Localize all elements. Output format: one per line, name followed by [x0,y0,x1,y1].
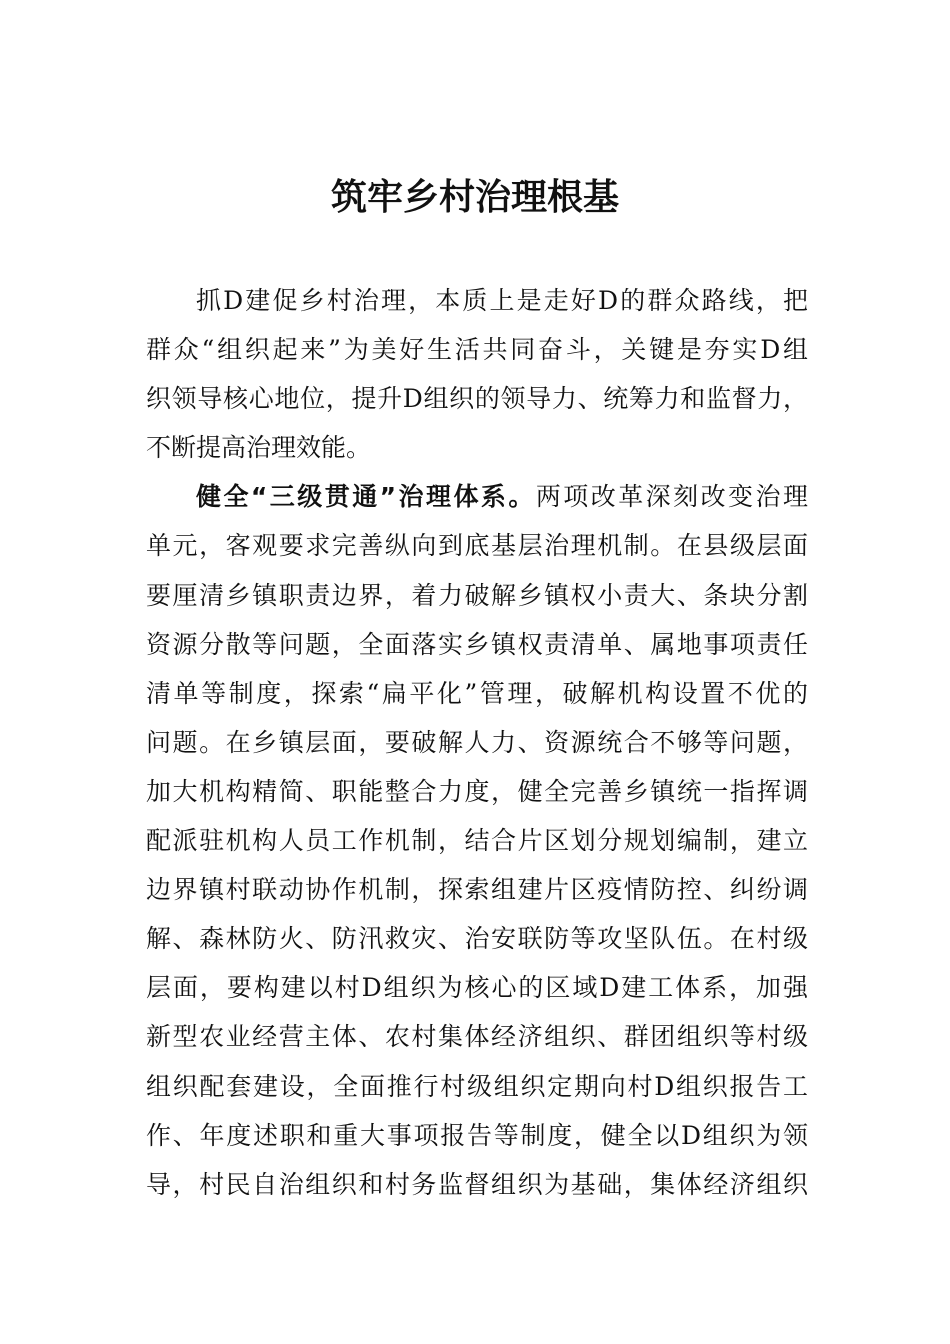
paragraph-2-line: 解、森林防火、防汛救灾、治安联防等攻坚队伍。在村级 [146,924,808,954]
document-title: 筑牢乡村治理根基 [330,176,619,218]
paragraph-1-line: 织领导核心地位，提升D组织的领导力、统筹力和监督力， [146,384,808,414]
paragraph-2-line: 导，村民自治组织和村务监督组织为基础，集体经济组织 [146,1169,808,1199]
section-heading: 健全“三级贯通”治理体系。 [196,482,536,512]
paragraph-1-line: 抓D建促乡村治理，本质上是走好D的群众路线，把 [196,286,808,315]
paragraph-2-line: 加大机构精简、职能整合力度，健全完善乡镇统一指挥调 [146,776,808,806]
document-body [146,276,808,1209]
paragraph-2 [146,472,808,1208]
paragraph-2-first-line [146,472,808,521]
paragraph-2-line-text: 两项改革深刻改变治理 [535,482,808,512]
paragraph-2-line: 清单等制度，探索“扁平化”管理，破解机构设置不优的 [146,678,808,708]
paragraph-2-line: 单元，客观要求完善纵向到底基层治理机制。在县级层面 [146,531,808,561]
paragraph-2-line: 作、年度述职和重大事项报告等制度，健全以D组织为领 [146,1120,808,1150]
paragraph-2-line: 要厘清乡镇职责边界，着力破解乡镇权小责大、条块分割 [146,580,808,610]
paragraph-2-line: 组织配套建设，全面推行村级组织定期向村D组织报告工 [146,1071,808,1101]
paragraph-2-line: 层面，要构建以村D组织为核心的区域D建工体系，加强 [146,973,808,1003]
paragraph-1-line: 不断提高治理效能。 [146,433,372,463]
paragraph-1 [146,276,808,472]
paragraph-2-line: 资源分散等问题，全面落实乡镇权责清单、属地事项责任 [146,629,808,659]
paragraph-1-line: 群众“组织起来”为美好生活共同奋斗，关键是夯实D组 [146,335,808,365]
paragraph-2-line: 新型农业经营主体、农村集体经济组织、群团组织等村级 [146,1022,808,1052]
paragraph-2-line: 配派驻机构人员工作机制，结合片区划分规划编制，建立 [146,826,808,856]
paragraph-2-line: 边界镇村联动协作机制，探索组建片区疫情防控、纠纷调 [146,875,808,905]
paragraph-2-line: 问题。在乡镇层面，要破解人力、资源统合不够等问题， [146,727,808,757]
